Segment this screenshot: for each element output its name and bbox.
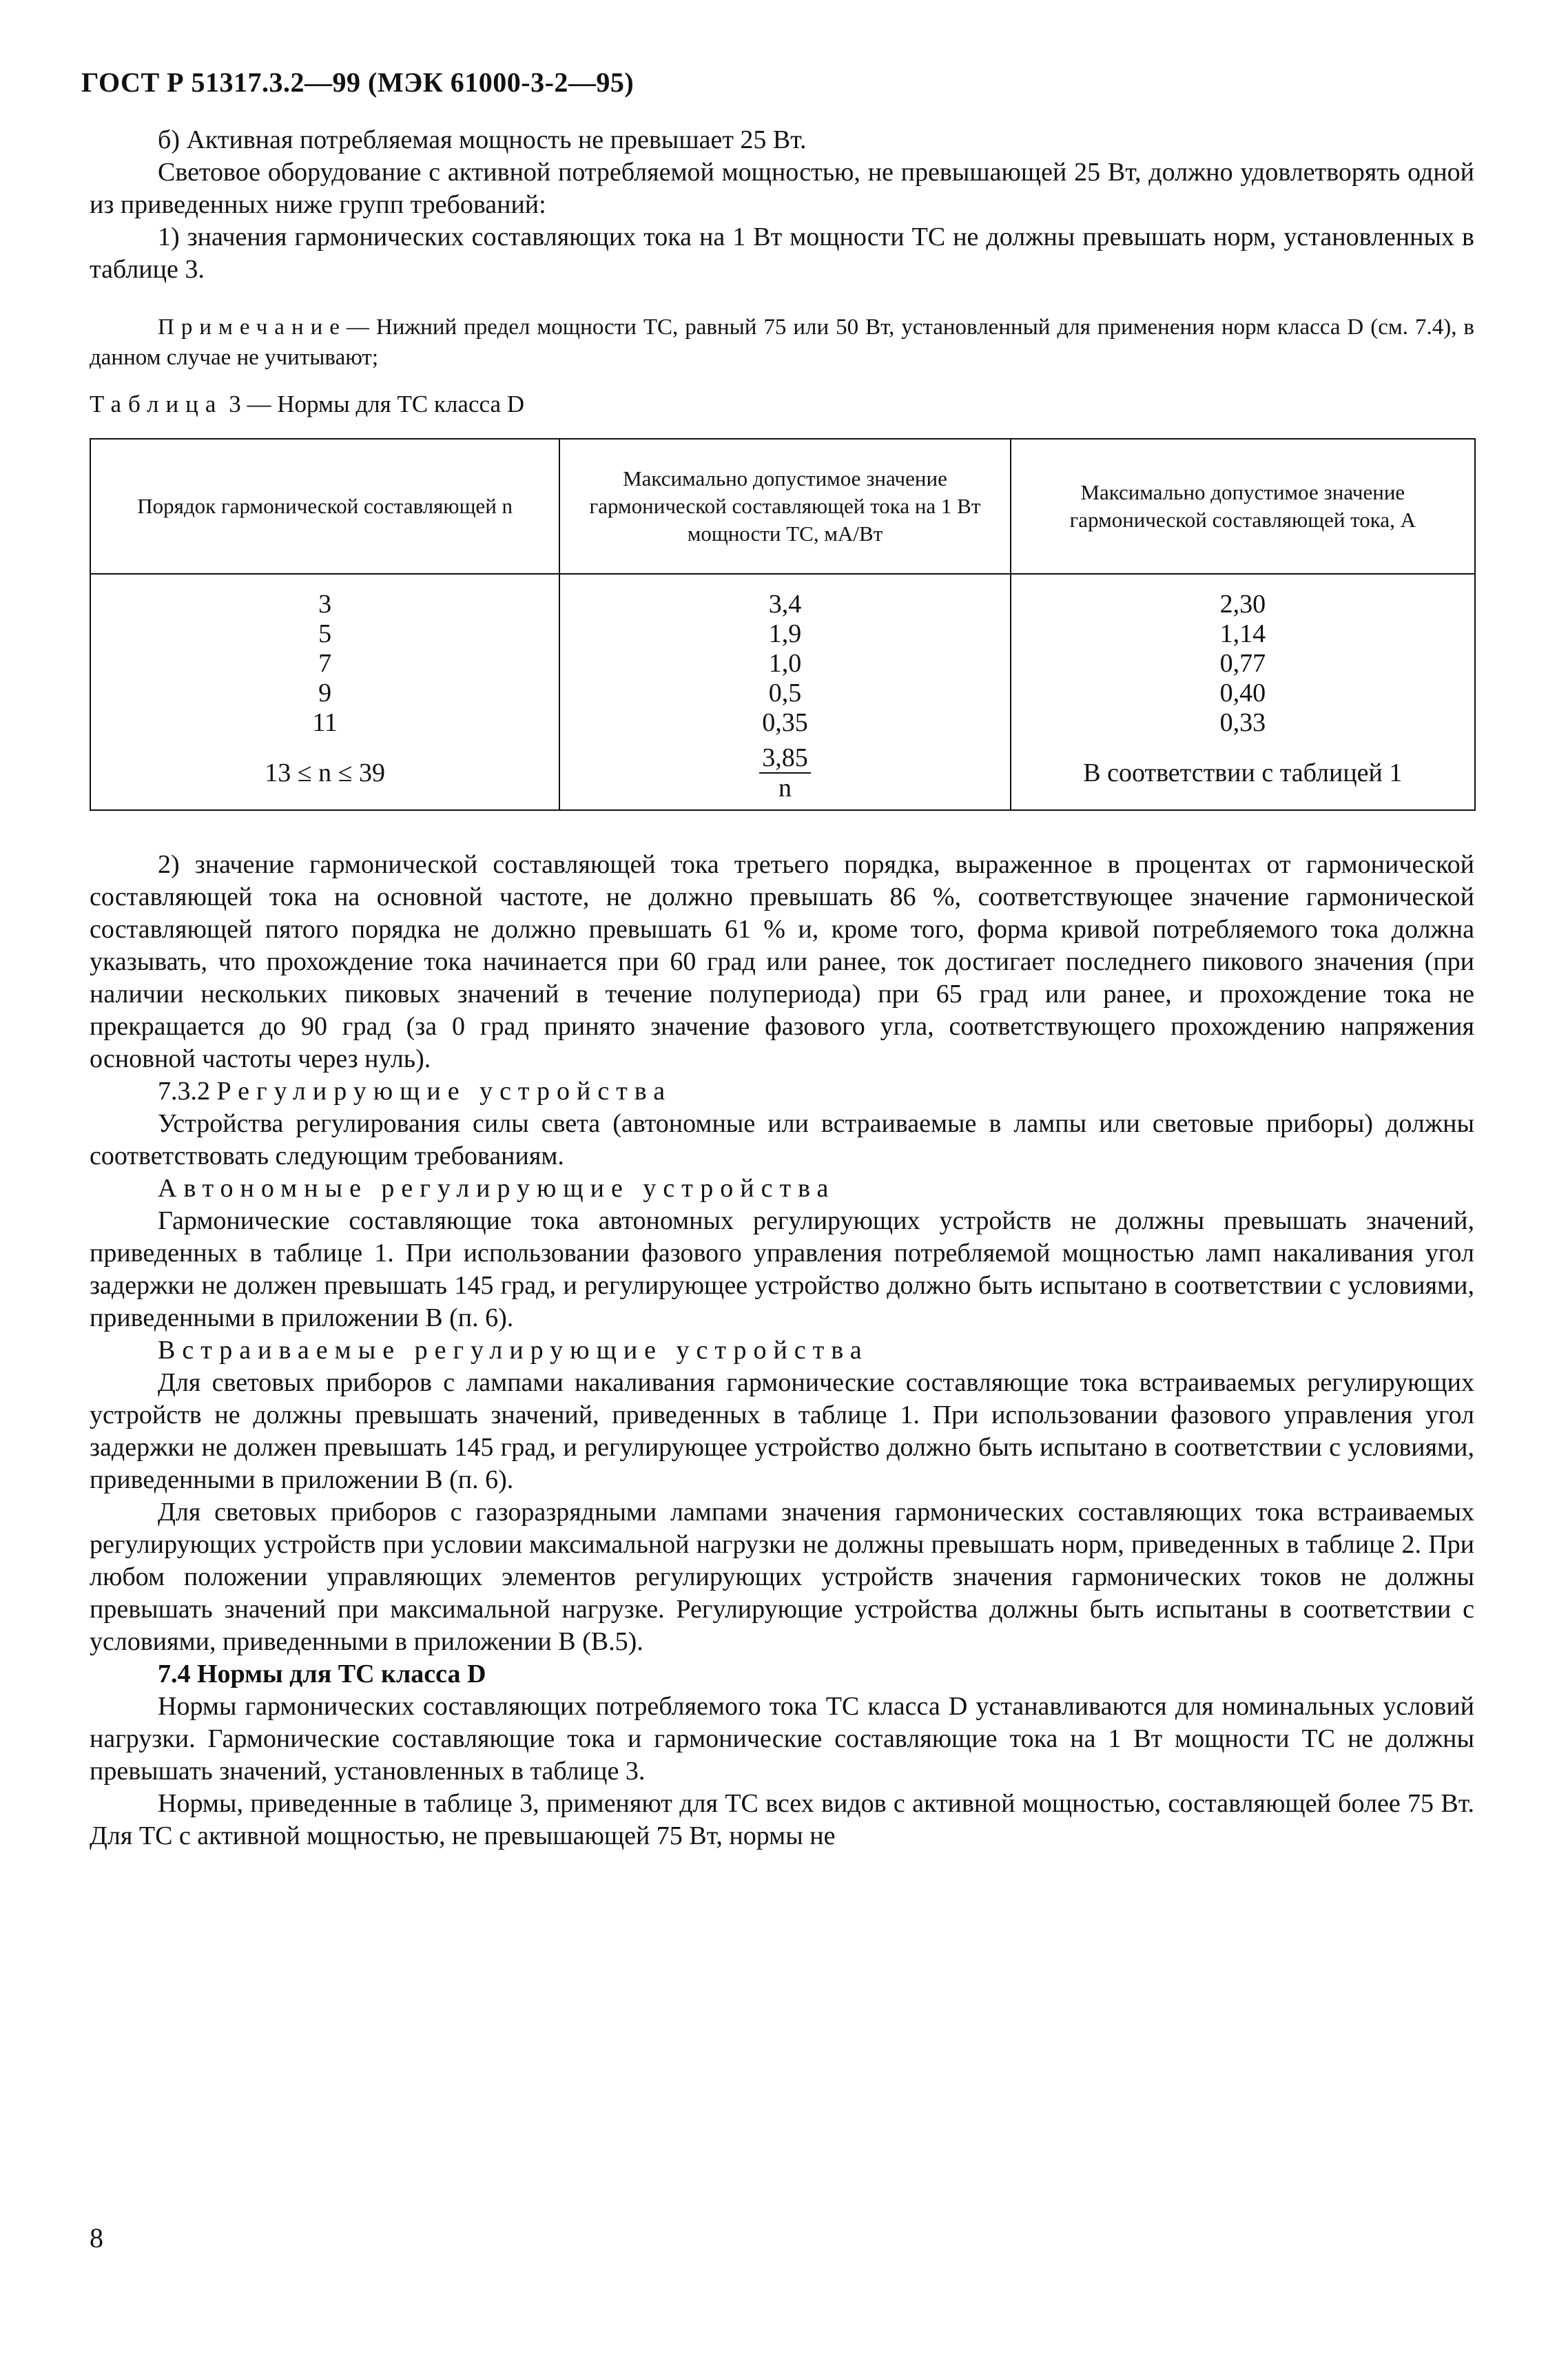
paragraph-built-in-2: Для световых приборов с газоразрядными лампами значения гармонических составляющих тока встраиваемых регулирующих устройств при условии максимальной нагрузки не должны превышать норм, приведенных в таблице 2. При любом положении управляющих элементов регулирующих устройств значения гармонических токов не должны превышать значений при максимальной нагрузке. Регулирующие устройства должны быть испытаны в соответствии с условиями, приведенными в приложении В (В.5). — [90, 1498, 1474, 1656]
value: 11 — [312, 708, 338, 737]
paragraph-requirement-2: 2) значение гармонической составляющей тока третьего порядка, выраженное в процентах от гармонической составляющей тока на основной частоте, не должно превышать 86 %, соответствующее значение гармонической составляющей пятого порядка не должно превышать 61 % и, кроме того, форма кривой потребляемого тока должна указывать, что прохождение тока начинается при 60 град или ранее, ток достигает последнего пикового значения (при наличии нескольких пиковых значений в течение полупериода) при 65 град или ранее, и прохождение тока не прекращается до 90 град (за 0 град принято значение фазового угла, соответствующего прохождению напряжения основной частоты через нуль). — [90, 850, 1474, 1073]
value: 7 — [318, 649, 332, 678]
value: 1,14 — [1219, 619, 1266, 648]
paragraph-built-in-1: Для световых приборов с лампами накаливания гармонические составляющие тока встраиваемых регулирующих устройств не должны превышать значений, приведенных в таблице 1. При использовании фазового управления угол задержки не должен превышать 145 град, и регулирующее устройство должно быть испытано в соответствии с условиями, приведенными в приложении В (п. 6). — [90, 1368, 1474, 1494]
table-row-last — [90, 738, 1475, 810]
value: 0,77 — [1219, 649, 1266, 678]
table-row — [90, 574, 1475, 738]
paragraph-7-4-b: Нормы, приведенные в таблице 3, применяют для ТС всех видов с активной мощностью, составляющей более 75 Вт. Для ТС с активной мощностью, не превышающей 75 Вт, нормы не — [90, 1789, 1474, 1850]
table-cell-per-watt — [559, 574, 1010, 738]
table-cell-ref: В соответствии с таблицей 1 — [1011, 738, 1475, 810]
table-cell-amperes — [1011, 574, 1475, 738]
table-3 — [90, 438, 1476, 811]
note-text: — Нижний предел мощности ТС, равный 75 или 50 Вт, установленный для применения норм класса D (см. 7.4), в данном случае не учитывают; — [90, 315, 1474, 370]
paragraph-requirement-1: 1) значения гармонических составляющих тока на 1 Вт мощности ТС не должны превышать норм, установленных в таблице 3. — [90, 223, 1474, 284]
section-number: 7.3.2 — [158, 1077, 210, 1106]
header-limit-per-watt: Максимально допустимое значение гармонической составляющей тока на 1 Вт мощности ТС, мА/Вт — [559, 439, 1010, 574]
value: 3 — [318, 590, 332, 619]
document-body — [90, 124, 1474, 1852]
table-header-row — [90, 439, 1475, 574]
header-harmonic-order: Порядок гармонической составляющей n — [90, 439, 559, 574]
fraction-denominator: n — [778, 774, 792, 803]
table-caption-title: 3 — Нормы для ТС класса D — [223, 391, 525, 417]
value: 0,33 — [1219, 708, 1266, 737]
table-cell-order-range: 13 ≤ n ≤ 39 — [90, 738, 559, 810]
section-7-4-heading: 7.4 Нормы для ТС класса D — [158, 1660, 486, 1688]
table-caption — [90, 388, 1474, 420]
section-title: Регулирующие устройства — [216, 1077, 672, 1106]
paragraph-7-3-2: Устройства регулирования силы света (автономные или встраиваемые в лампы или световые приборы) должны соответствовать следующим требованиям. — [90, 1109, 1474, 1170]
value: 1,0 — [768, 649, 802, 678]
subheading-autonomous: Автономные регулирующие устройства — [158, 1174, 836, 1203]
value: 5 — [318, 619, 332, 648]
value: 2,30 — [1219, 590, 1266, 619]
value: 9 — [318, 679, 332, 707]
table-cell-fraction — [559, 738, 1010, 810]
table-caption-label: Таблица — [90, 391, 223, 417]
paragraph-autonomous: Гармонические составляющие тока автономных регулирующих устройств не должны превышать значений, приведенных в таблице 1. При использовании фазового управления потребляемой мощностью ламп накаливания угол задержки не должен превышать 145 град, и регулирующее устройство должно быть испытано в соответствии с условиями, приведенными в приложении В (п. 6). — [90, 1206, 1474, 1332]
paragraph-b: б) Активная потребляемая мощность не превышает 25 Вт. — [158, 125, 807, 154]
value: 0,40 — [1219, 679, 1266, 707]
section-7-3-2-heading — [90, 1075, 1474, 1108]
value: 3,4 — [768, 590, 802, 619]
note — [90, 312, 1474, 373]
fraction-numerator: 3,85 — [759, 743, 811, 774]
value: 0,5 — [768, 679, 802, 707]
table-cell-order — [90, 574, 559, 738]
value: 0,35 — [762, 708, 808, 737]
fraction — [759, 743, 811, 803]
subheading-built-in: Встраиваемые регулирующие устройства — [158, 1336, 869, 1365]
header-limit-amperes: Максимально допустимое значение гармонической составляющей тока, А — [1011, 439, 1475, 574]
running-header: ГОСТ Р 51317.3.2—99 (МЭК 61000-3-2—95) — [81, 67, 635, 98]
value: 1,9 — [768, 619, 802, 648]
page-number: 8 — [90, 2222, 103, 2253]
paragraph-light-equipment: Световое оборудование с активной потребляемой мощностью, не превышающей 25 Вт, должно удовлетворять одной из приведенных ниже групп требований: — [90, 158, 1474, 219]
note-label: Примечание — [158, 315, 347, 340]
paragraph-7-4-a: Нормы гармонических составляющих потребляемого тока ТС класса D устанавливаются для номинальных условий нагрузки. Гармонические составляющие тока и гармонические составляющие тока на 1 Вт мощности ТС не должны превышать значений, установленных в таблице 3. — [90, 1692, 1474, 1786]
